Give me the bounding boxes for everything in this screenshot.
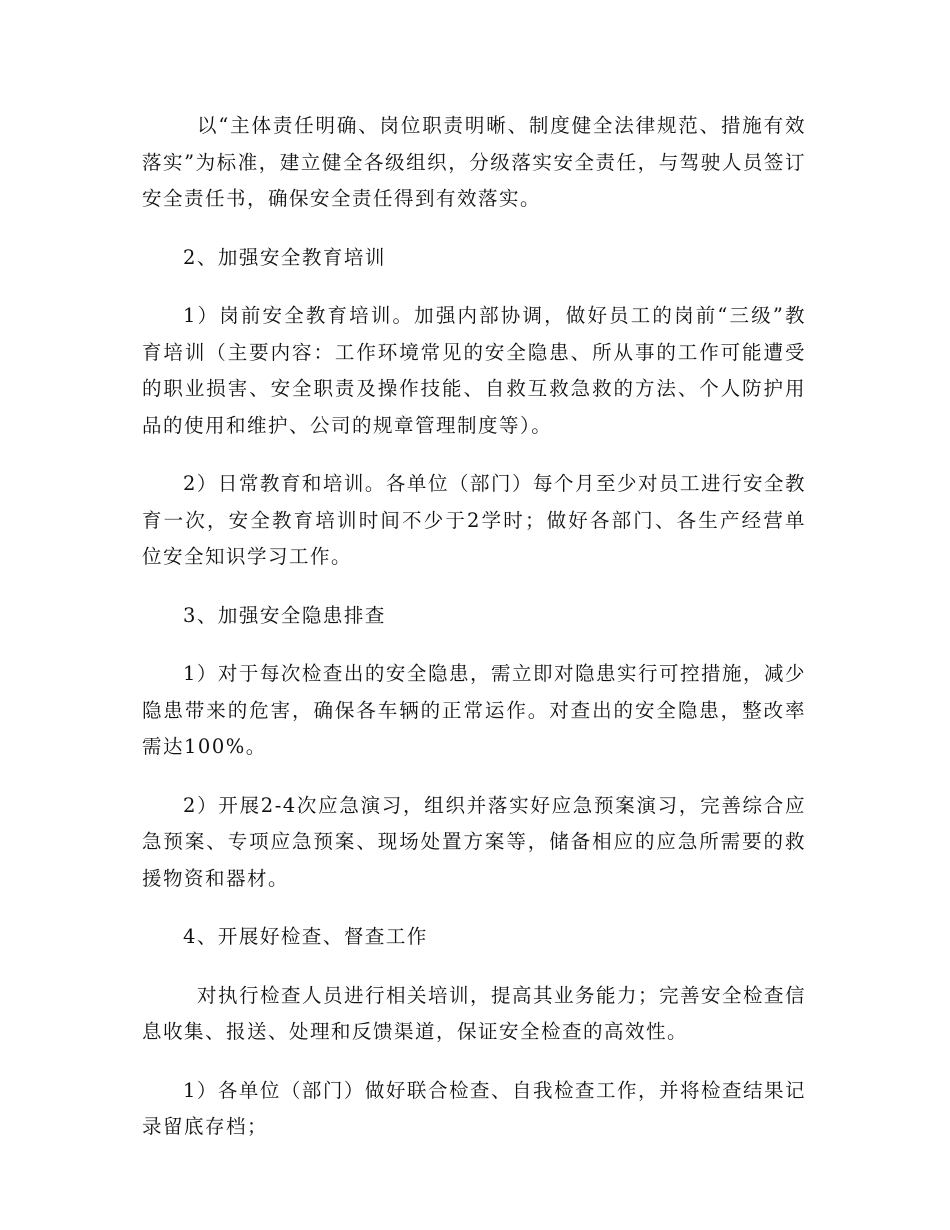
paragraph-emergency-drill: 2）开展2-4次应急演习，组织并落实好应急预案演习，完善综合应急预案、专项应急预案、现场处置方案等，储备相应的应急所需要的救援物资和器材。 (142, 793, 806, 890)
paragraph-pre-job-training: 1）岗前安全教育培训。加强内部协调，做好员工的岗前“三级”教育培训（主要内容：工作环境常见的安全隐患、所从事的工作可能遭受的职业损害、安全职责及操作技能、自救互救急救的方法、个人防护用品的使用和维护、公司的规章管理制度等）。 (142, 304, 806, 437)
paragraph-inspector-training: 对执行检查人员进行相关培训，提高其业务能力；完善安全检查信息收集、报送、处理和反馈渠道，保证安全检查的高效性。 (142, 983, 807, 1043)
section-heading-inspection: 4、开展好检查、督查工作 (183, 925, 428, 948)
paragraph-hazard-rectification: 1）对于每次检查出的安全隐患，需立即对隐患实行可控措施，减少隐患带来的危害，确保各车辆的正常运作。对查出的安全隐患，整改率需达100%。 (142, 662, 806, 758)
paragraph-daily-training: 2）日常教育和培训。各单位（部门）每个月至少对员工进行安全教育一次，安全教育培训时间不少于2学时；做好各部门、各生产经营单位安全知识学习工作。 (142, 472, 806, 568)
section-heading-hazard-check: 3、加强安全隐患排查 (183, 603, 386, 627)
paragraph-joint-inspection: 1）各单位（部门）做好联合检查、自我检查工作，并将检查结果记录留底存档； (142, 1078, 806, 1138)
paragraph-responsibility: 以“主体责任明确、岗位职责明晰、制度健全法律规范、措施有效落实”为标准，建立健全各级组织，分级落实安全责任，与驾驶人员签订安全责任书，确保安全责任得到有效落实。 (142, 114, 806, 210)
section-heading-training: 2、加强安全教育培训 (183, 245, 386, 269)
document-body (142, 108, 806, 1168)
